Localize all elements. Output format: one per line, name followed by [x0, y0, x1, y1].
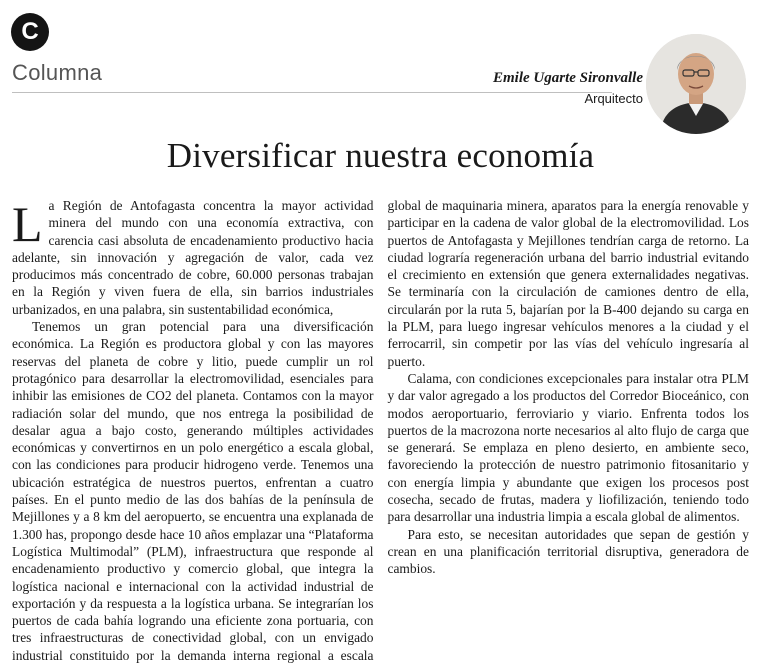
drop-cap: L [12, 196, 43, 252]
badge-letter: C [21, 18, 39, 45]
author-name: Emile Ugarte Sironvalle [493, 70, 643, 86]
column-badge-icon [11, 13, 49, 51]
author-portrait [646, 34, 746, 134]
portrait-illustration [646, 34, 746, 134]
paragraph-text: a Región de Antofagasta concentra la mayor actividad minera del mundo con una economía extractiva, con carencia casi absoluta de encadenamiento productivo hacia adelante, sin innovación y agregación de valor, cada vez producimos más concentrado de cobre, 60.000 personas trabajan en la Región y viven fuera de ella, sin barrios industriales urbanizados, en una palabra, sin sustentabilidad económica, [12, 198, 374, 317]
author-role: Arquitecto [584, 91, 643, 106]
author-byline [493, 70, 643, 106]
article-paragraph: Tenemos un gran potencial para una diversificación económica. La Región es productora global y con las mayores reservas del planeta de cobre y litio, puede cumplir un rol protagónico para desarrollar la electromovilidad, esenciales para inhibir las emisiones de CO2 del planeta. Contamos con la mayor radiación solar del mundo, que nos entrega la posibilidad de desalar agua a bajo costo, generando múltiples actividades económicas y convertirnos en un polo energético a escala global, con las condiciones para producir hidrogeno verde. Tenemos una ubicación estratégica de nuestros puertos, enfrentan a cuatro países. En el punto medio de las dos bahías de la península de Mejillones y a 8 km del aeropuerto, se encuentra una explanada de 1.300 has, propongo desde hace 10 años emplazar una “Plataforma Logística Multimodal” (PLM), infraestructura que responde al encadenamiento productivo y comercio global, que integra la logística nacional e internacional con la actividad industrial de exportación y da respuesta a la logística urbana. Se integrarían los puertos de cada bahía logrando una eficiente zona portuaria, con tres infraestructuras de conectividad global, con un envigado industrial constituido por la demanda interna regional a escala global de maquinaria minera, aparatos para la energía renovable y participar en la cadena de valor global de la electromovilidad. Los puertos de Antofagasta y Mejillones tendrían carga de retorno. La ciudad lograría regeneración urbana del barrio industrial evitando el crecimiento en extensión que genera externalidades negativas. Se terminaría con la circulación de camiones dentro de ella, circularán por la ruta 5, bajarían por la B-400 dejando su carga en la PLM, para luego ingresar vehículos menores a la ciudad y el ferrocarril, sin competir por las vías del vehículo ingresaría al puerto. [12, 198, 749, 663]
article-paragraph: Calama, con condiciones excepcionales para instalar otra PLM y dar valor agregado a los productos del Corredor Bioceánico, con modos aeroportuario, ferroviario y viario. Enfrenta todos los puertos de la macrozona norte necesarios al alto flujo de carga que se generará. Se emplaza en pleno desierto, en ambiente seco, favoreciendo la protección de nuestro patrimonio fitosanitario y con energía limpia y abundante que exigen los procesos post cosecha, secado de frutas, madera y liofilización, teniendo todo para desarrollar una industria limpia a escala global de alimentos. [387, 370, 749, 525]
article-paragraph: Para esto, se necesitan autoridades que sepan de gestión y crean en una planificación territorial disruptiva, generadora de cambios. [387, 526, 749, 577]
section-label: Columna [12, 60, 103, 85]
article-paragraph [12, 197, 374, 318]
article-title: Diversificar nuestra economía [166, 136, 595, 175]
article-body [12, 197, 749, 667]
